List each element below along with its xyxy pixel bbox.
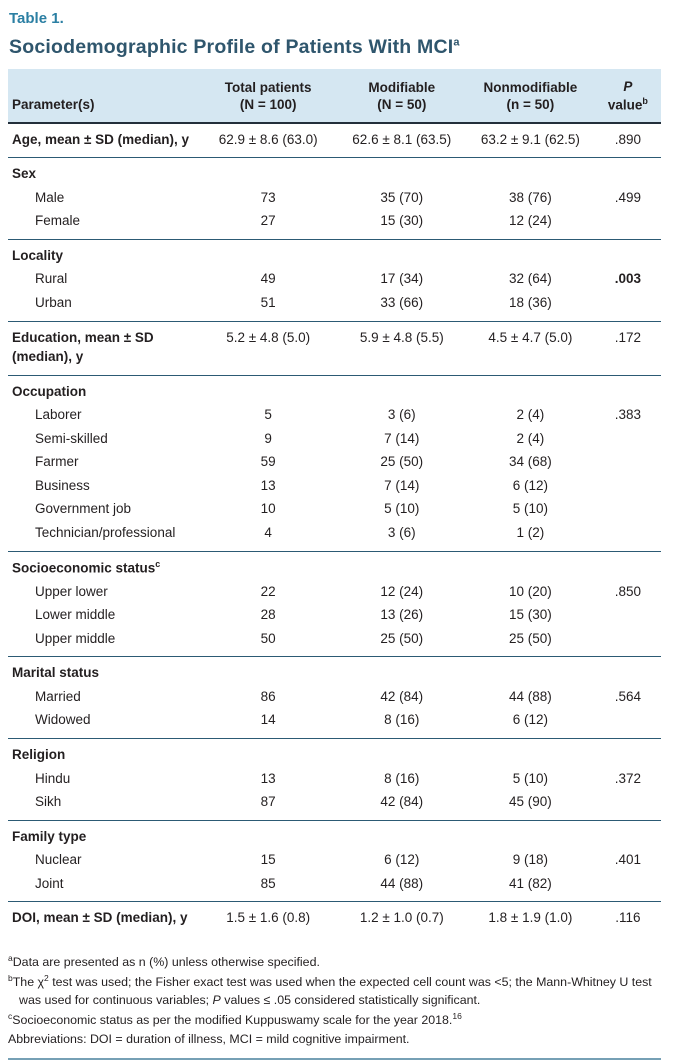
row-label: Nuclear bbox=[35, 852, 82, 868]
p-value-cell: .372 bbox=[614, 770, 641, 786]
table-row bbox=[8, 790, 661, 820]
table-row bbox=[8, 209, 661, 239]
footnote-a: $^a$Data are presented as n (%) unless otherwise specified. bbox=[8, 952, 320, 970]
row-label: Urban bbox=[35, 294, 72, 310]
table-row bbox=[8, 657, 661, 685]
value-cell: 15 (30) bbox=[508, 607, 552, 623]
table-row bbox=[8, 685, 661, 709]
value-cell: 12 (24) bbox=[380, 583, 424, 599]
row-label: Farmer bbox=[35, 454, 79, 470]
value-cell: 5.2 ± 4.8 (5.0) bbox=[199, 321, 338, 375]
value-cell: 22 bbox=[260, 583, 276, 599]
table-row bbox=[8, 848, 661, 872]
value-cell: 9 bbox=[264, 430, 272, 446]
value-cell: 13 bbox=[260, 477, 276, 493]
p-value-cell bbox=[595, 790, 661, 820]
section-header: Sex bbox=[8, 158, 661, 186]
section-header: Occupation bbox=[8, 375, 661, 403]
table-row bbox=[8, 291, 661, 321]
table-row bbox=[8, 627, 661, 657]
value-cell: 25 (50) bbox=[380, 454, 424, 470]
value-cell: 51 bbox=[260, 294, 276, 310]
table-number-label: Table 1. bbox=[9, 10, 64, 27]
value-cell: 6 (12) bbox=[512, 712, 548, 728]
section-header: Locality bbox=[8, 239, 661, 267]
value-cell: 5.9 ± 4.8 (5.5) bbox=[338, 321, 467, 375]
value-cell: 38 (76) bbox=[508, 189, 552, 205]
title-footnote-marker: a bbox=[453, 36, 460, 49]
value-cell: 42 (84) bbox=[380, 688, 424, 704]
row-label: Sikh bbox=[35, 794, 62, 810]
value-cell: 1.8 ± 1.9 (1.0) bbox=[466, 902, 595, 936]
value-cell: 3 (6) bbox=[387, 407, 416, 423]
section-header: Family type bbox=[8, 820, 661, 848]
p-value-cell bbox=[595, 603, 661, 627]
value-cell: 17 (34) bbox=[380, 271, 424, 287]
table-body bbox=[8, 123, 661, 936]
section-header: Socioeconomic status$^c$ bbox=[8, 551, 661, 580]
table-row bbox=[8, 239, 661, 267]
value-cell: 6 (12) bbox=[384, 852, 420, 868]
row-label: Laborer bbox=[35, 407, 82, 423]
row-label: Hindu bbox=[35, 770, 71, 786]
section-header: Marital status bbox=[8, 657, 661, 685]
table-row bbox=[8, 267, 661, 291]
value-cell: 9 (18) bbox=[512, 852, 548, 868]
row-label: Upper middle bbox=[35, 630, 116, 646]
value-cell: 73 bbox=[260, 189, 276, 205]
p-value-cell: .850 bbox=[614, 583, 641, 599]
value-cell: 5 (10) bbox=[512, 501, 548, 517]
p-value-cell: .499 bbox=[614, 189, 641, 205]
table-row bbox=[8, 403, 661, 427]
value-cell: 35 (70) bbox=[380, 189, 424, 205]
footnotes bbox=[8, 952, 661, 1060]
table-row bbox=[8, 521, 661, 551]
column-header-pvalue: P value$^b$ bbox=[595, 69, 661, 123]
column-header-modifiable: Modifiable (N = 50) bbox=[338, 69, 467, 123]
footnote-abbreviations: Abbreviations: DOI = duration of illness, MCI = mild cognitive impairment. bbox=[8, 1031, 410, 1046]
table-row bbox=[8, 872, 661, 902]
p-value-cell bbox=[595, 872, 661, 902]
value-cell: 42 (84) bbox=[380, 794, 424, 810]
sociodemographic-table bbox=[8, 69, 661, 936]
p-value-cell: .003 bbox=[614, 271, 641, 287]
table-row bbox=[8, 603, 661, 627]
column-header-parameter: Parameter(s) bbox=[8, 69, 199, 123]
p-value-cell: .172 bbox=[595, 321, 661, 375]
p-value-cell: .564 bbox=[614, 688, 641, 704]
row-label: Age, mean ± SD (median), y bbox=[12, 131, 189, 147]
row-label: Lower middle bbox=[35, 607, 116, 623]
value-cell: 44 (88) bbox=[380, 875, 424, 891]
value-cell: 27 bbox=[260, 213, 276, 229]
value-cell: 41 (82) bbox=[508, 875, 552, 891]
value-cell: 28 bbox=[260, 607, 276, 623]
row-label: Joint bbox=[35, 875, 64, 891]
value-cell: 45 (90) bbox=[508, 794, 552, 810]
value-cell: 13 bbox=[260, 770, 276, 786]
value-cell: 5 bbox=[264, 407, 272, 423]
row-label: Technician/professional bbox=[35, 525, 176, 541]
p-value-cell bbox=[595, 708, 661, 738]
p-value-cell: .890 bbox=[614, 131, 641, 147]
footnote-c: $^c$Socioeconomic status as per the modified Kuppuswamy scale for the year 2018.16 bbox=[8, 1011, 462, 1028]
value-cell: 14 bbox=[260, 712, 276, 728]
value-cell: 1.5 ± 1.6 (0.8) bbox=[199, 902, 338, 936]
p-value-cell: .116 bbox=[595, 902, 661, 936]
value-cell: 32 (64) bbox=[508, 271, 552, 287]
value-cell: 10 bbox=[260, 501, 276, 517]
row-label: Rural bbox=[35, 271, 68, 287]
value-cell: 13 (26) bbox=[380, 607, 424, 623]
table-row bbox=[8, 708, 661, 738]
value-cell: 33 (66) bbox=[380, 294, 424, 310]
table-row bbox=[8, 123, 661, 158]
row-label: Female bbox=[35, 213, 81, 229]
value-cell: 15 (30) bbox=[380, 213, 424, 229]
value-cell: 7 (14) bbox=[384, 430, 420, 446]
value-cell: 18 (36) bbox=[508, 294, 552, 310]
p-value-cell bbox=[595, 209, 661, 239]
row-label: Upper lower bbox=[35, 583, 108, 599]
value-cell: 4 bbox=[264, 525, 272, 541]
table-row bbox=[8, 580, 661, 604]
table-row bbox=[8, 902, 661, 936]
value-cell: 2 (4) bbox=[516, 430, 545, 446]
section-header: Religion bbox=[8, 739, 661, 767]
value-cell: 8 (16) bbox=[384, 712, 420, 728]
row-label: DOI, mean ± SD (median), y bbox=[8, 902, 199, 936]
title-text: Sociodemographic Profile of Patients With MCI bbox=[9, 36, 454, 58]
value-cell: 4.5 ± 4.7 (5.0) bbox=[466, 321, 595, 375]
value-cell: 1.2 ± 1.0 (0.7) bbox=[338, 902, 467, 936]
row-label: Married bbox=[35, 688, 81, 704]
table-row bbox=[8, 497, 661, 521]
row-label: Business bbox=[35, 477, 90, 493]
value-cell: 25 (50) bbox=[508, 630, 552, 646]
value-cell: 10 (20) bbox=[508, 583, 552, 599]
footnote-b: $^b$The $\chi^2$ test was used; the Fisher exact test was used when the expected cell count was <5; the Mann-Whitney U test was used for continuous variables; P values ≤ .05 considered statistically significant. bbox=[8, 972, 652, 1008]
value-cell: 85 bbox=[260, 875, 276, 891]
value-cell: 5 (10) bbox=[384, 501, 420, 517]
value-cell: 63.2 ± 9.1 (62.5) bbox=[480, 131, 580, 147]
table-header-row bbox=[8, 69, 661, 123]
value-cell: 15 bbox=[260, 852, 276, 868]
value-cell: 8 (16) bbox=[384, 770, 420, 786]
p-value-cell: .383 bbox=[614, 407, 641, 423]
value-cell: 62.6 ± 8.1 (63.5) bbox=[352, 131, 452, 147]
table-row bbox=[8, 427, 661, 451]
row-label: Semi-skilled bbox=[35, 430, 108, 446]
table-row bbox=[8, 158, 661, 186]
value-cell: 87 bbox=[260, 794, 276, 810]
value-cell: 50 bbox=[260, 630, 276, 646]
value-cell: 34 (68) bbox=[508, 454, 552, 470]
p-value-cell: .401 bbox=[614, 852, 641, 868]
table-row bbox=[8, 375, 661, 403]
value-cell: 59 bbox=[260, 454, 276, 470]
value-cell: 2 (4) bbox=[516, 407, 545, 423]
row-label: Widowed bbox=[35, 712, 91, 728]
value-cell: 86 bbox=[260, 688, 276, 704]
table-row bbox=[8, 767, 661, 791]
column-header-nonmodifiable: Nonmodifiable (n = 50) bbox=[466, 69, 595, 123]
table-row bbox=[8, 321, 661, 375]
row-label: Male bbox=[35, 189, 65, 205]
p-value-cell bbox=[595, 291, 661, 321]
value-cell: 7 (14) bbox=[384, 477, 420, 493]
value-cell: 25 (50) bbox=[380, 630, 424, 646]
value-cell: 12 (24) bbox=[508, 213, 552, 229]
row-label: Education, mean ± SD (median), y bbox=[8, 321, 199, 375]
value-cell: 49 bbox=[260, 271, 276, 287]
table-row bbox=[8, 551, 661, 580]
value-cell: 1 (2) bbox=[516, 525, 545, 541]
value-cell: 3 (6) bbox=[387, 525, 416, 541]
table-row bbox=[8, 474, 661, 498]
value-cell: 62.9 ± 8.6 (63.0) bbox=[218, 131, 318, 147]
value-cell: 5 (10) bbox=[512, 770, 548, 786]
value-cell: 6 (12) bbox=[512, 477, 548, 493]
p-value-cell bbox=[595, 450, 661, 474]
p-value-cell bbox=[595, 427, 661, 451]
table-row bbox=[8, 820, 661, 848]
p-value-cell bbox=[595, 627, 661, 657]
value-cell: 44 (88) bbox=[508, 688, 552, 704]
table-row bbox=[8, 186, 661, 210]
p-value-cell bbox=[595, 521, 661, 551]
p-value-cell bbox=[595, 497, 661, 521]
page-title bbox=[9, 36, 661, 59]
column-header-total: Total patients (N = 100) bbox=[199, 69, 338, 123]
p-value-cell bbox=[595, 474, 661, 498]
row-label: Government job bbox=[35, 501, 132, 517]
table-row bbox=[8, 739, 661, 767]
table-row bbox=[8, 450, 661, 474]
